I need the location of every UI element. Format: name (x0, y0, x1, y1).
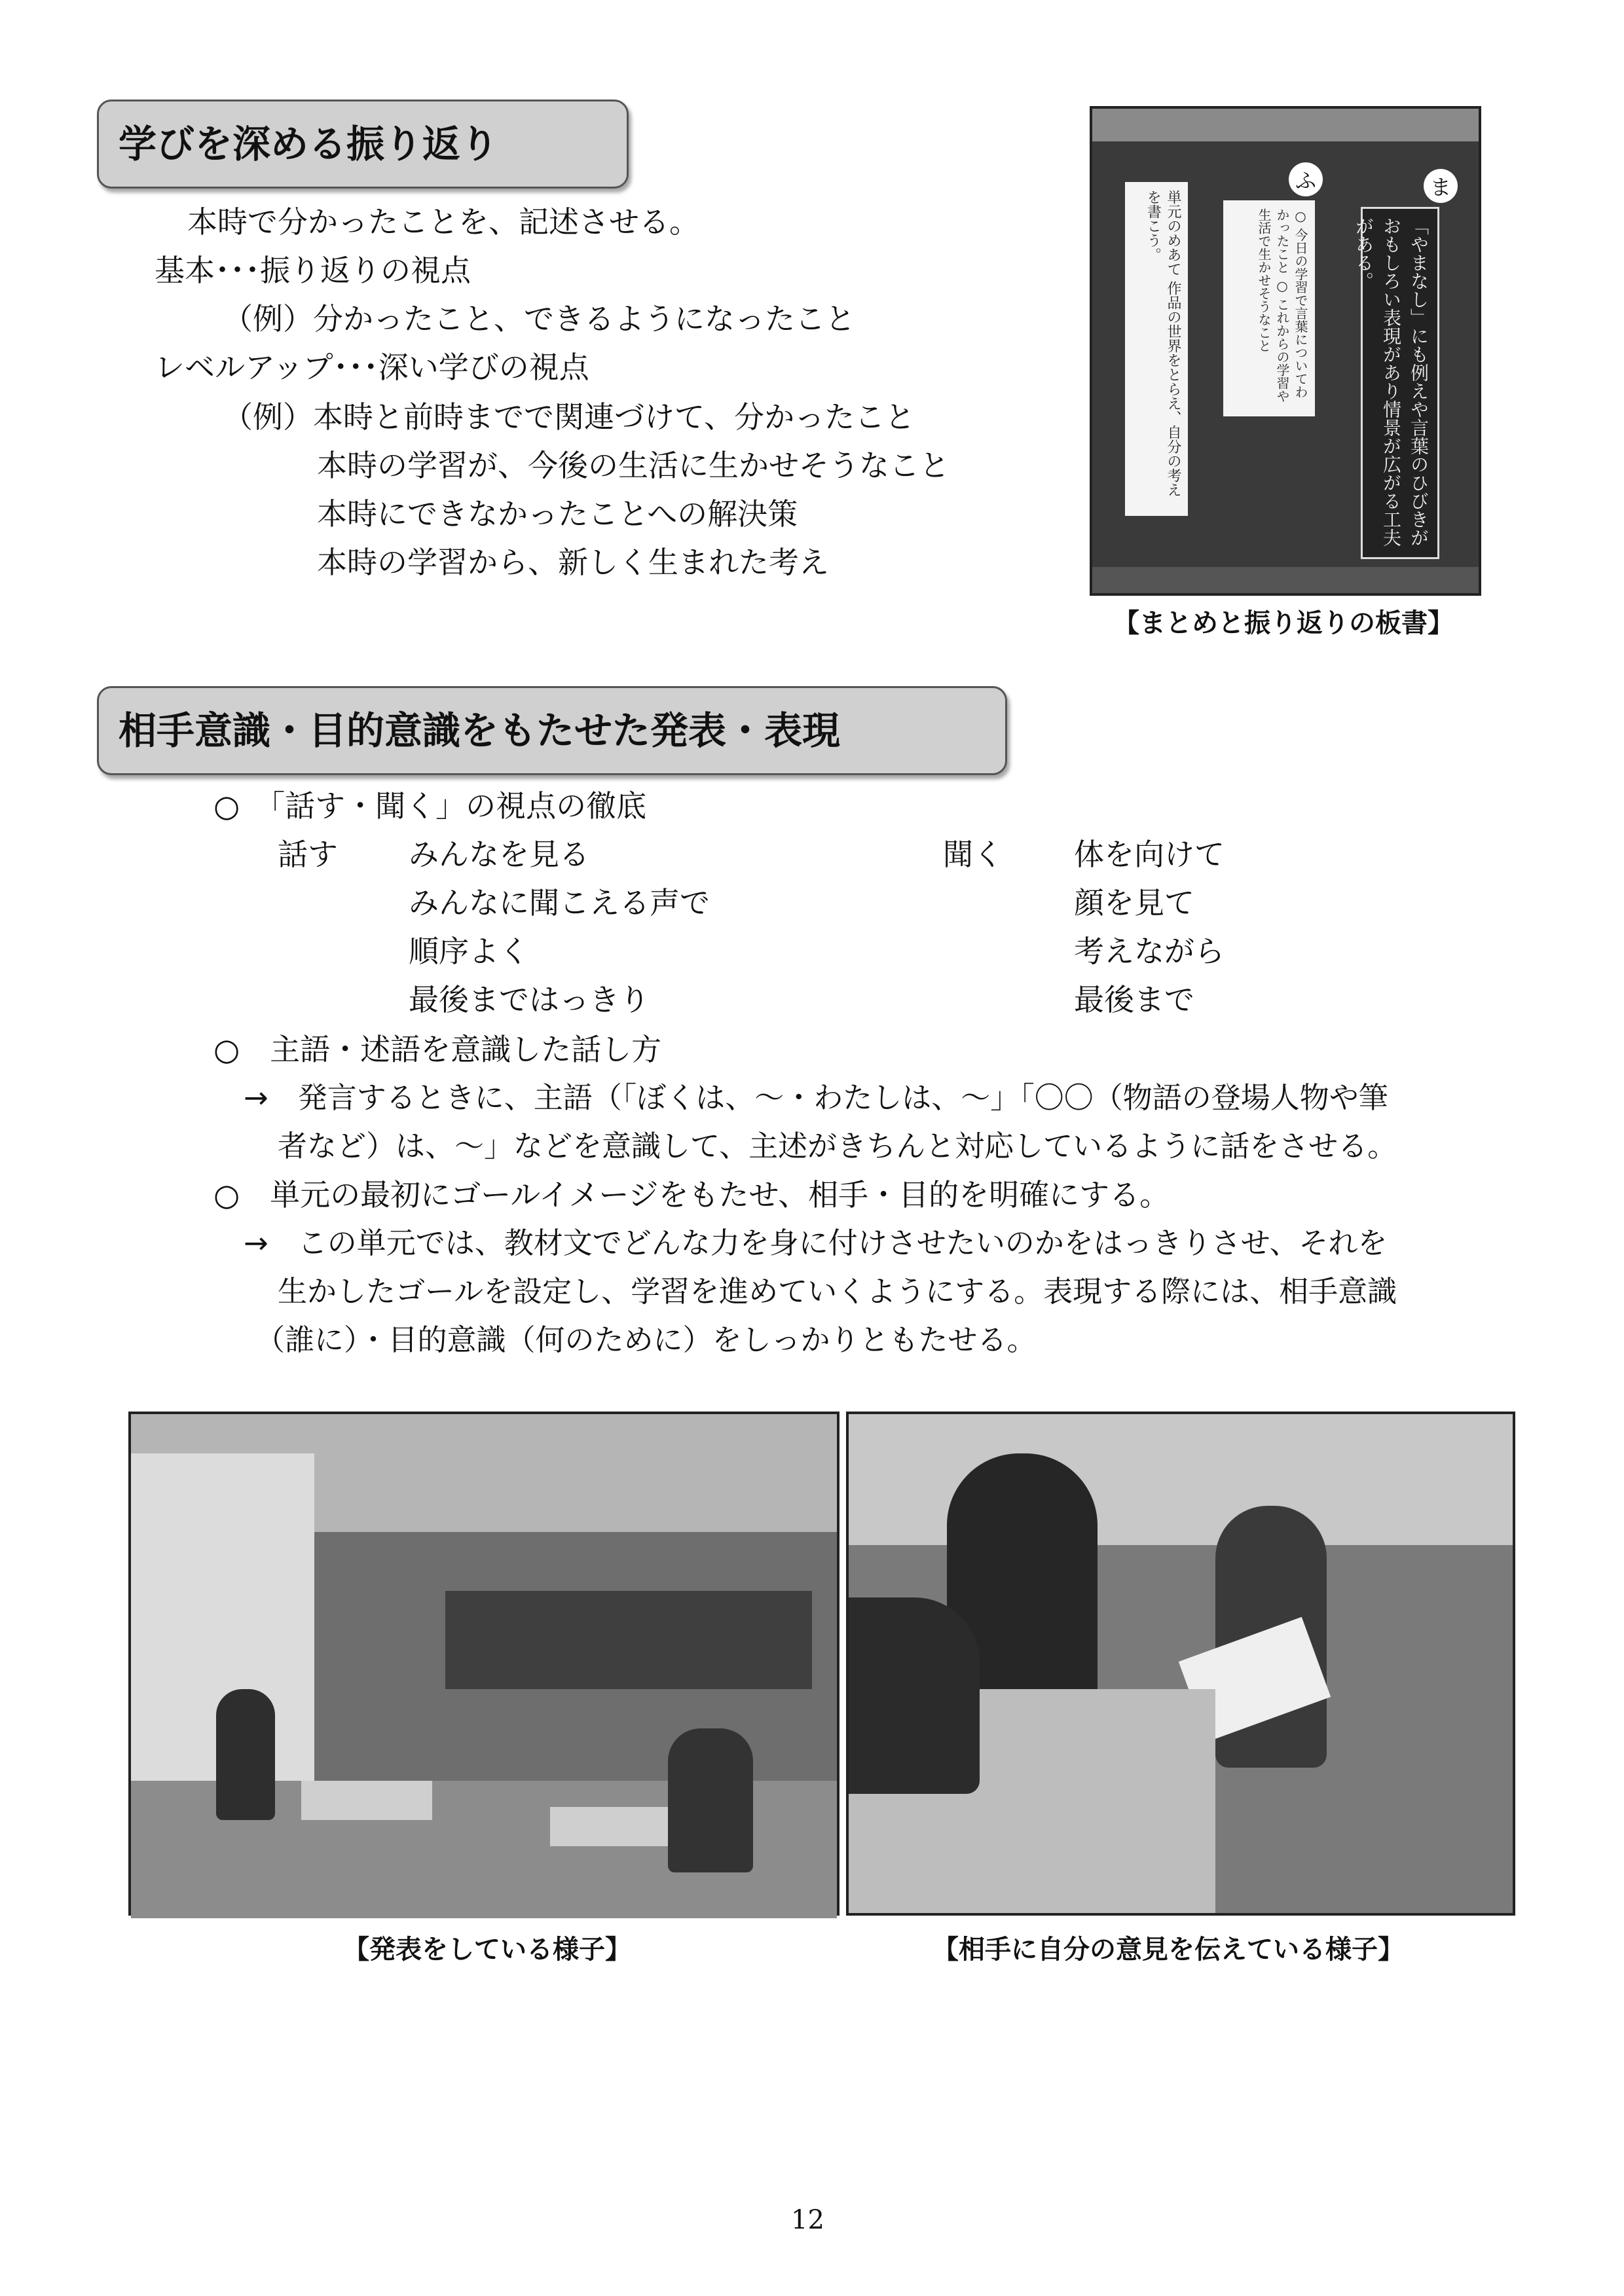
listen-item-1: 体を向けて (1074, 837, 1225, 872)
section1-line-5: （例）本時と前時までで関連づけて、分かったこと (223, 399, 915, 435)
section2-bullet1: ○ 「話す・聞く」の視点の徹底 (213, 788, 647, 824)
section2-bullet3-detail-3: （誰に）・目的意識（何のために）をしっかりともたせる。 (255, 1322, 1037, 1357)
section1-line-6: 本時の学習が、今後の生活に生かせそうなこと (317, 448, 950, 483)
listen-label: 聞く (943, 837, 1003, 872)
board-top-strip (1092, 109, 1479, 141)
section2-bullet2: ○ 主語・述語を意識した話し方 (213, 1032, 662, 1067)
classroom-blackboard (445, 1591, 812, 1689)
board-marker-fu: ふ (1289, 162, 1323, 196)
speak-item-4: 最後まではっきり (409, 982, 650, 1017)
speak-label: 話す (278, 837, 338, 872)
section2-heading (97, 686, 1007, 775)
classroom-desk (301, 1781, 432, 1820)
section2-bullet3: ○ 単元の最初にゴールイメージをもたせ、相手・目的を明確にする。 (213, 1177, 1170, 1212)
listen-item-4: 最後まで (1074, 982, 1194, 1017)
student-figure (849, 1597, 980, 1794)
section1-line-8: 本時の学習から、新しく生まれた考え (317, 545, 829, 580)
presentation-photo (128, 1412, 840, 1916)
speak-item-1: みんなを見る (409, 837, 589, 872)
section2-bullet2-detail-2: 者など）は、～」などを意識して、主述がきちんと対応しているように話をさせる。 (278, 1129, 1397, 1163)
section2-bullet2-detail-1: → 発言するときに、主語（「ぼくは、～・わたしは、～」「〇〇（物語の登場人物や筆 (244, 1080, 1388, 1115)
board-chalk-tray (1092, 567, 1479, 593)
listen-item-2: 顔を見て (1074, 885, 1194, 920)
section2-bullet3-detail-2: 生かしたゴールを設定し、学習を進めていくようにする。表現する際には、相手意識 (278, 1274, 1397, 1309)
section2-heading-text: 相手意識・目的意識をもたせた発表・表現 (119, 708, 841, 753)
section1-heading-text: 学びを深める振り返り (119, 122, 499, 166)
board-card-reflection (1223, 200, 1315, 416)
page-number: 12 (791, 2205, 824, 2235)
section1-line-1: 本時で分かったことを、記述させる。 (187, 204, 699, 240)
sharing-opinion-photo (846, 1412, 1515, 1916)
speak-item-3: 順序よく (409, 934, 529, 969)
board-card-summary (1353, 207, 1439, 559)
classroom-desk (550, 1807, 681, 1846)
board-card-reflection-text: ○ 今日の学習で言葉についてわかったこと ○ これからの学習や生活で生かせそうなこと (1256, 208, 1308, 403)
section1-heading (97, 100, 629, 189)
section1-line-4: レベルアップ･･･深い学びの視点 (155, 350, 589, 385)
student-figure (668, 1728, 753, 1872)
section2-bullet3-detail-1: → この単元では、教材文でどんな力を身に付けさせたいのかをはっきりさせ、それを (244, 1226, 1388, 1260)
section1-line-3: （例）分かったこと、できるようになったこと (223, 301, 855, 337)
board-marker-ma: ま (1424, 169, 1458, 203)
blackboard-photo-caption: 【まとめと振り返りの板書】 (1113, 608, 1454, 638)
board-card-goal (1125, 182, 1188, 516)
presentation-photo-caption: 【発表をしている様子】 (343, 1935, 631, 1965)
speak-item-2: みんなに聞こえる声で (409, 885, 710, 920)
sharing-opinion-photo-caption: 【相手に自分の意見を伝えている様子】 (932, 1935, 1404, 1965)
blackboard-photo (1090, 106, 1481, 596)
board-card-summary-text: 「やまなし」にも例えや言葉のひびきがおもしろい表現があり情景が広がる工夫がある。 (1353, 217, 1430, 547)
student-figure (216, 1689, 275, 1820)
board-card-goal-text: 単元のめあて 作品の世界をとらえ、自分の考えを書こう。 (1145, 190, 1181, 497)
listen-item-3: 考えながら (1074, 934, 1225, 969)
section1-line-2: 基本･･･振り返りの視点 (155, 253, 471, 288)
section1-line-7: 本時にできなかったことへの解決策 (317, 496, 798, 532)
